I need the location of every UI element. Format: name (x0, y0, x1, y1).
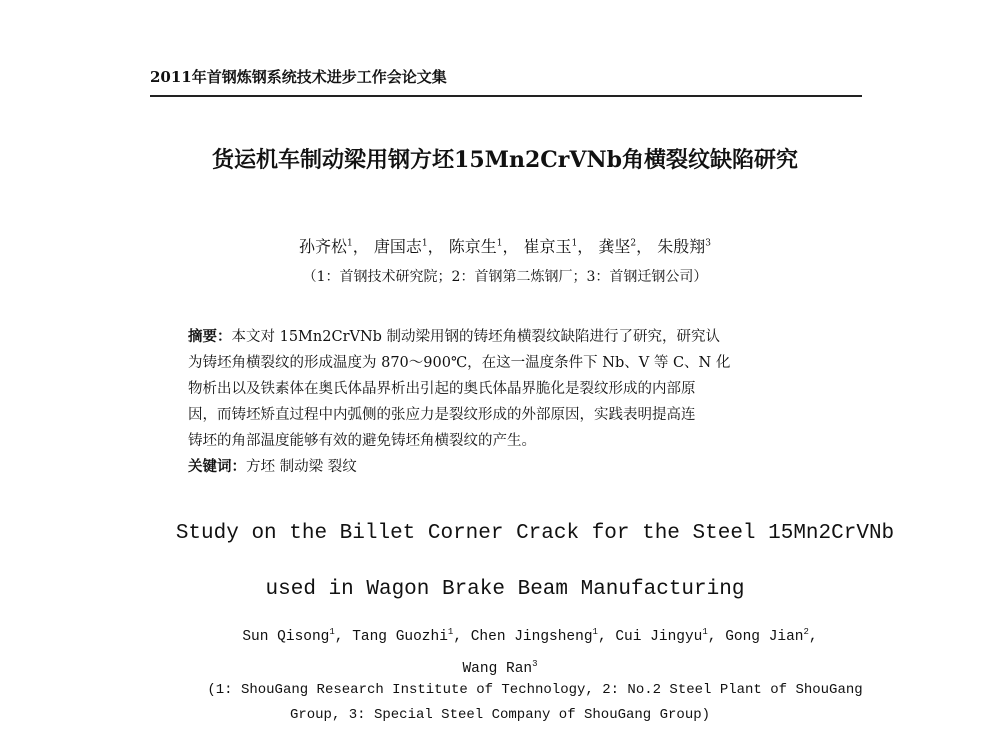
abstract-cn (188, 324, 838, 480)
author: Gong Jian (725, 628, 804, 645)
author-sup: 1 (447, 627, 454, 637)
author-sup: 2 (803, 627, 809, 637)
authors-en: Sun Qisong$^1$, Tang Guozhi$^1$, Chen Jingsheng$^1$, Cui Jingyu$^1$, Gong Jian$^2$, Wang Ran$^3$ (242, 627, 818, 677)
authors-cn: 孙齐松$^1$， 唐国志$^1$， 陈京生$^1$， 崔京玉$^1$， 龚坚$^2$， 朱殷翔$^3$ (299, 237, 711, 256)
author-sup: 1 (571, 238, 578, 249)
author: 龚坚 (598, 237, 631, 256)
keywords-label: 关键词： (188, 458, 246, 475)
affiliation-line: (1: ShouGang Research Institute of Technology, 2: No.2 Steel Plant of ShouGang (207, 682, 863, 698)
abstract-text: 本文对 15Mn2CrVNb 制动梁用钢的铸坯角横裂纹缺陷进行了研究，研究认 (231, 329, 721, 345)
author: Chen Jingsheng (470, 628, 593, 645)
author: Wang Ran (462, 660, 533, 677)
keywords-value: 方坯 制动梁 裂纹 (246, 459, 357, 475)
author-sup: 1 (496, 238, 503, 249)
title-en-line2: used in Wagon Brake Beam Manufacturing (265, 578, 745, 601)
author-sup: 1 (592, 627, 598, 637)
author: 唐国志 (373, 237, 422, 256)
author-sup: 3 (532, 658, 538, 669)
author: 孙齐松 (299, 237, 348, 256)
author: 崔京玉 (523, 237, 572, 256)
author: Tang Guozhi (352, 628, 448, 645)
author-sup: 1 (347, 238, 353, 249)
abstract-line (188, 324, 838, 350)
abstract-label: 摘要： (188, 328, 232, 345)
abstract-line: 铸坯的角部温度能够有效的避免铸坯角横裂纹的产生。 (188, 433, 536, 449)
abstract-line: 因，而铸坯矫直过程中内弧侧的张应力是裂纹形成的外部原因，实践表明提高连 (188, 407, 696, 423)
author: 朱殷翔 (657, 237, 706, 256)
running-header: 2011年首钢炼钢系统技术进步工作会论文集 (150, 68, 447, 86)
header-rule (150, 95, 862, 97)
author-sup: 2 (630, 238, 637, 249)
abstract-line: 物析出以及铁素体在奥氏体晶界析出引起的奥氏体晶界脆化是裂纹形成的内部原 (188, 381, 696, 397)
keywords (188, 454, 838, 480)
abstract-line: 为铸坯角横裂纹的形成温度为 870～900℃，在这一温度条件下 Nb、V 等 C、N 化 (188, 355, 731, 371)
author: 陈京生 (448, 237, 497, 256)
title-cn: 货运机车制动梁用钢方坯15Mn2CrVNb角横裂纹缺陷研究 (212, 147, 798, 173)
title-en-line1: Study on the Billet Corner Crack for the Steel 15Mn2CrVNb (175, 522, 895, 545)
affiliation-line: Group, 3: Special Steel Company of ShouGang Group) (289, 707, 711, 723)
author-sup: 1 (702, 627, 708, 637)
affiliations-cn: （1：首钢技术研究院；2：首钢第二炼钢厂；3：首钢迁钢公司） (302, 269, 708, 285)
author-sup: 3 (705, 238, 711, 249)
affiliations-en (0, 678, 1000, 728)
author-sup: 1 (421, 238, 428, 249)
author: Sun Qisong (242, 628, 330, 645)
author-sup: 1 (329, 627, 335, 637)
author: Cui Jingyu (615, 628, 703, 645)
